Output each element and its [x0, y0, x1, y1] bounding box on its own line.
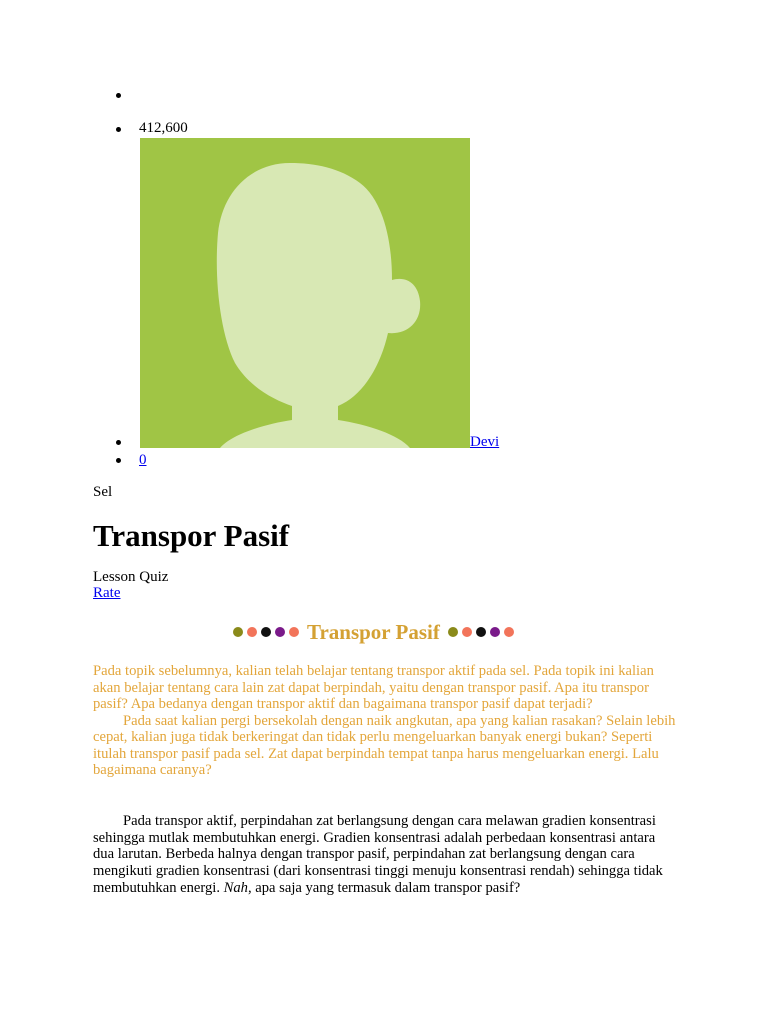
- body-text-block: [93, 813, 678, 897]
- decorative-dot-icon: [261, 627, 271, 637]
- rate-link[interactable]: Rate: [93, 585, 121, 601]
- decorative-dot-icon: [462, 627, 472, 637]
- decorative-dot-icon: [448, 627, 458, 637]
- views-count: 412,600: [139, 120, 188, 136]
- list-bullet: [116, 440, 121, 445]
- count-link[interactable]: 0: [139, 452, 147, 468]
- body-paragraph-1-start: Pada transpor aktif, perpindahan zat berlangsung dengan cara melawan gradien konsentrasi sehingga mutlak membutuhkan energi. Gradien konsentrasi adalah perbedaan konsentrasi antara dua larutan. Berbeda halnya dengan transpor pasif, perpindahan zat berlangsung dengan cara mengikuti gradien konsentrasi (dari konsentrasi tinggi menuju konsentrasi rendah) sehingga tidak membutuhkan energi.: [93, 813, 663, 896]
- section-heading: [0, 618, 768, 646]
- decorative-dot-icon: [490, 627, 500, 637]
- section-heading-text: Transpor Pasif: [307, 619, 440, 644]
- decorative-dot-icon: [275, 627, 285, 637]
- intro-paragraph-2: Pada saat kalian pergi bersekolah dengan naik angkutan, apa yang kalian rasakan? Selain lebih cepat, kalian juga tidak berkeringat dan tidak perlu mengeluarkan banyak energi bukan? Seperti itulah transpor pasif pada sel. Zat dapat berpindah tempat tanpa harus mengeluarkan energi. Lalu bagaimana caranya?: [93, 712, 676, 778]
- decorative-dot-icon: [504, 627, 514, 637]
- avatar-placeholder-icon[interactable]: [140, 138, 470, 448]
- decorative-dot-icon: [476, 627, 486, 637]
- section-heading-inner: [233, 618, 518, 646]
- author-link[interactable]: Devi: [470, 434, 500, 450]
- intro-text-block: [93, 663, 678, 779]
- decorative-dot-icon: [289, 627, 299, 637]
- list-bullet: [116, 458, 121, 463]
- page-title: Transpor Pasif: [93, 518, 290, 553]
- body-paragraph-1: [93, 813, 678, 897]
- decorative-dot-icon: [247, 627, 257, 637]
- list-bullet: [116, 93, 121, 98]
- body-paragraph-1-end: , apa saja yang termasuk dalam transpor pasif?: [247, 879, 521, 896]
- lesson-type-label: Lesson Quiz: [93, 569, 169, 585]
- decorative-dot-icon: [233, 627, 243, 637]
- intro-paragraph-1: Pada topik sebelumnya, kalian telah belajar tentang transpor aktif pada sel. Pada topik ini kalian akan belajar tentang cara lain zat dapat berpindah, yaitu dengan transpor pasif. Apa itu transpor pasif? Apa bedanya dengan transpor aktif dan bagaimana transpor pasif dapat terjadi?: [93, 663, 654, 712]
- list-bullet: [116, 127, 121, 132]
- body-paragraph-1-emphasis: Nah: [223, 879, 248, 896]
- lesson-category: Sel: [93, 484, 113, 500]
